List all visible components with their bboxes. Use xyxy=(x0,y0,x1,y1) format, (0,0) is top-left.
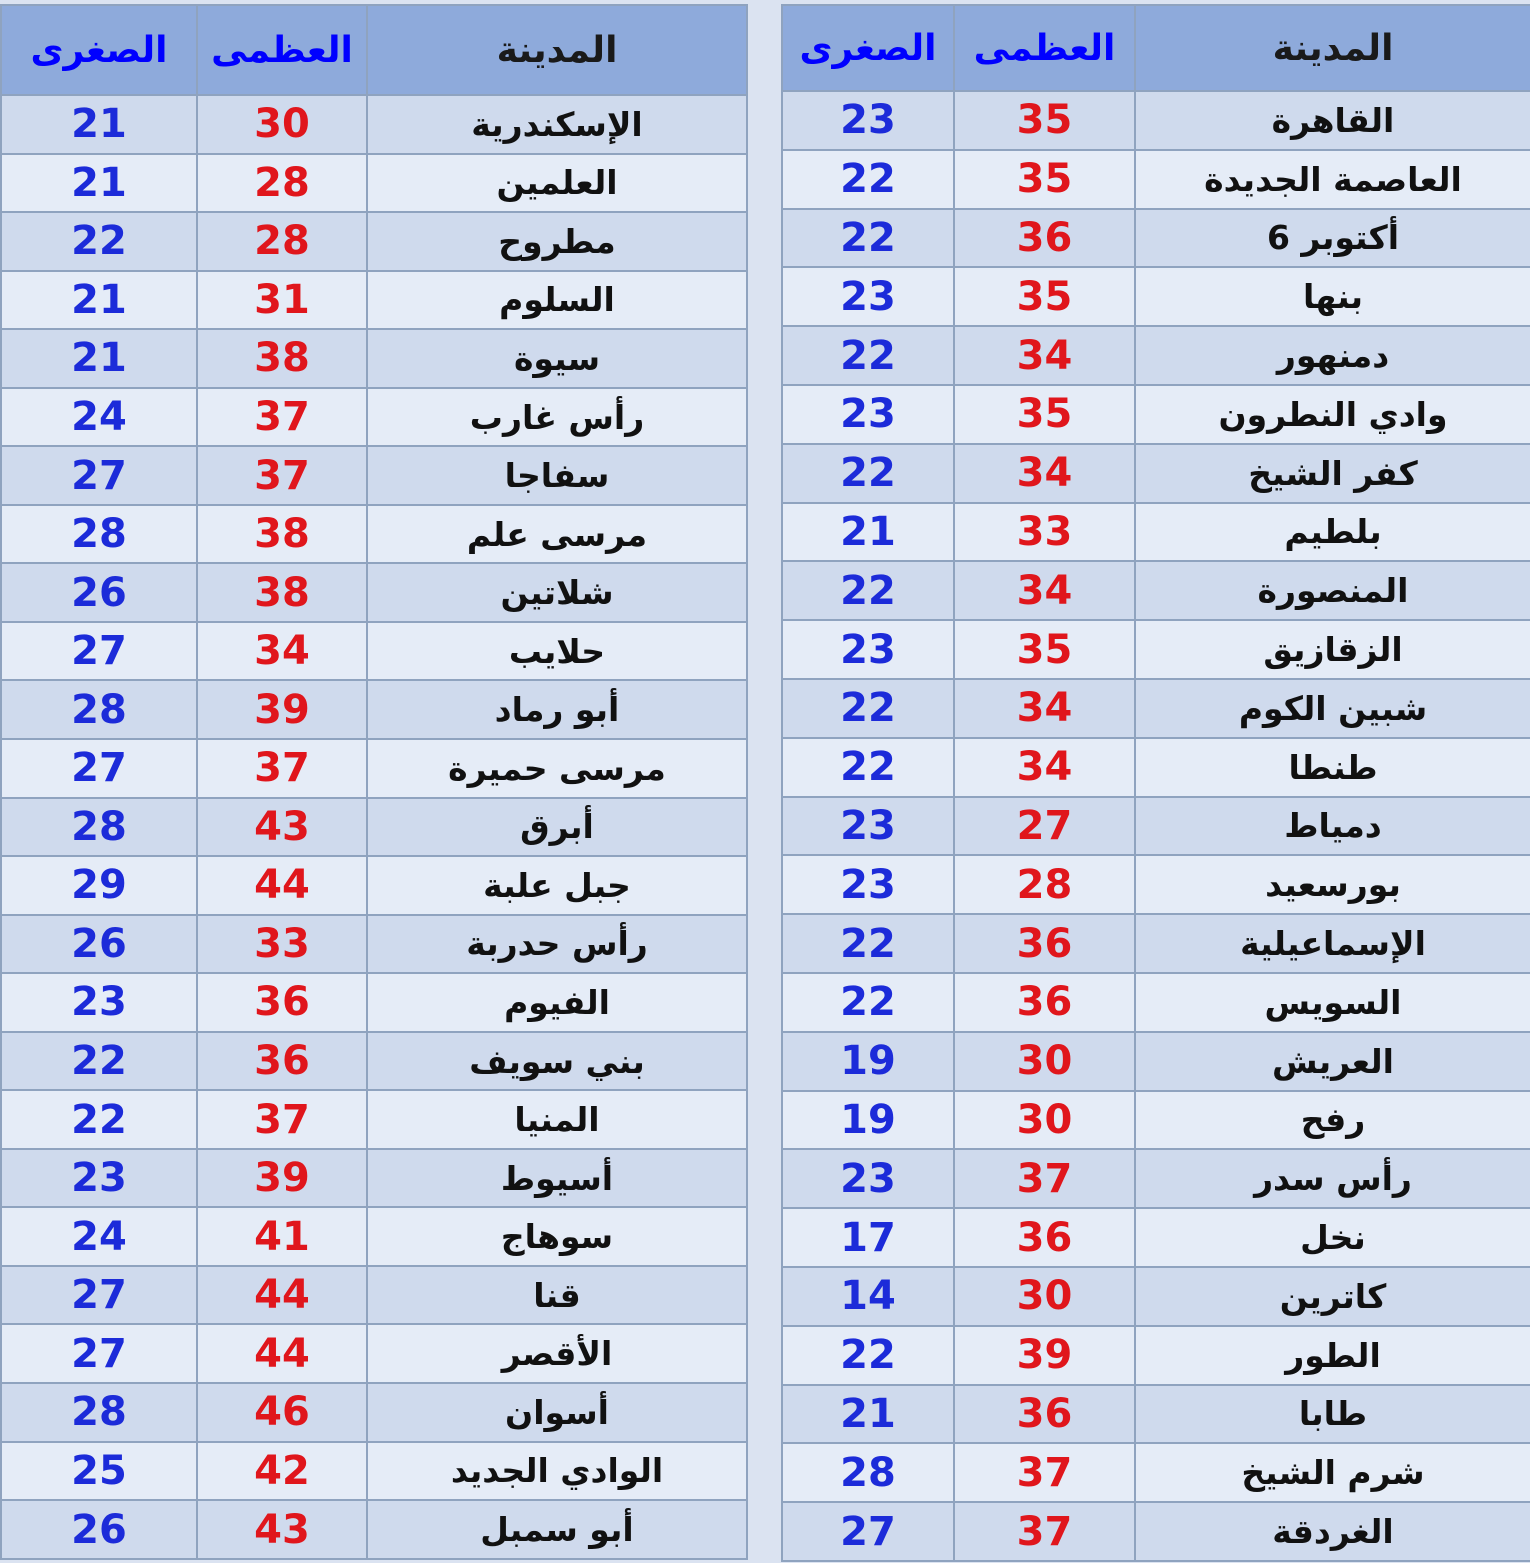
max-cell: 36 xyxy=(197,973,367,1032)
max-cell: 36 xyxy=(954,209,1135,268)
city-cell: رأس غارب xyxy=(367,388,747,447)
header-row xyxy=(782,5,1530,91)
city-cell: مرسى حميرة xyxy=(367,739,747,798)
min-cell: 21 xyxy=(1,154,197,213)
min-cell: 24 xyxy=(1,388,197,447)
min-cell: 27 xyxy=(1,1324,197,1383)
table-row xyxy=(782,973,1530,1032)
max-cell: 37 xyxy=(954,1149,1135,1208)
table-row xyxy=(1,1207,747,1266)
table-row xyxy=(782,444,1530,503)
min-cell: 23 xyxy=(782,797,954,856)
max-cell: 34 xyxy=(954,738,1135,797)
city-cell: سوهاج xyxy=(367,1207,747,1266)
city-cell: قنا xyxy=(367,1266,747,1325)
max-cell: 42 xyxy=(197,1442,367,1501)
table-row xyxy=(782,267,1530,326)
city-cell: شلاتين xyxy=(367,563,747,622)
min-cell: 21 xyxy=(1,271,197,330)
max-cell: 35 xyxy=(954,385,1135,444)
min-cell: 14 xyxy=(782,1267,954,1326)
table-row xyxy=(782,150,1530,209)
max-cell: 35 xyxy=(954,620,1135,679)
table-row xyxy=(782,797,1530,856)
table-row xyxy=(782,1502,1530,1561)
table-row xyxy=(782,503,1530,562)
table-row xyxy=(782,679,1530,738)
min-cell: 22 xyxy=(782,973,954,1032)
city-cell: سيوة xyxy=(367,329,747,388)
max-cell: 37 xyxy=(954,1443,1135,1502)
max-cell: 36 xyxy=(954,1208,1135,1267)
min-cell: 23 xyxy=(782,1149,954,1208)
table-row xyxy=(1,1032,747,1091)
max-cell: 30 xyxy=(954,1091,1135,1150)
min-cell: 23 xyxy=(782,855,954,914)
max-cell: 44 xyxy=(197,1324,367,1383)
table-row xyxy=(1,505,747,564)
city-cell: أبو سمبل xyxy=(367,1500,747,1559)
max-cell: 43 xyxy=(197,798,367,857)
header-max: العظمى xyxy=(954,5,1135,91)
max-cell: 33 xyxy=(197,915,367,974)
table-row xyxy=(1,622,747,681)
table-row xyxy=(782,561,1530,620)
table-row xyxy=(782,855,1530,914)
max-cell: 38 xyxy=(197,563,367,622)
max-cell: 28 xyxy=(954,855,1135,914)
header-max: العظمى xyxy=(197,5,367,95)
min-cell: 22 xyxy=(782,738,954,797)
max-cell: 46 xyxy=(197,1383,367,1442)
min-cell: 27 xyxy=(1,446,197,505)
header-city: المدينة xyxy=(367,5,747,95)
max-cell: 34 xyxy=(197,622,367,681)
table-row xyxy=(782,209,1530,268)
table-row xyxy=(1,680,747,739)
min-cell: 21 xyxy=(782,503,954,562)
min-cell: 24 xyxy=(1,1207,197,1266)
header-row xyxy=(1,5,747,95)
min-cell: 28 xyxy=(1,798,197,857)
city-cell: نخل xyxy=(1135,1208,1530,1267)
min-cell: 23 xyxy=(1,1149,197,1208)
city-cell: الأقصر xyxy=(367,1324,747,1383)
city-cell: السويس xyxy=(1135,973,1530,1032)
table-row xyxy=(1,95,747,154)
header-min: الصغرى xyxy=(1,5,197,95)
max-cell: 38 xyxy=(197,505,367,564)
min-cell: 23 xyxy=(1,973,197,1032)
max-cell: 38 xyxy=(197,329,367,388)
city-cell: أسوان xyxy=(367,1383,747,1442)
table-row xyxy=(782,738,1530,797)
right-temperature-table xyxy=(781,4,1530,1562)
min-cell: 22 xyxy=(782,326,954,385)
max-cell: 44 xyxy=(197,1266,367,1325)
min-cell: 27 xyxy=(782,1502,954,1561)
table-row xyxy=(1,1500,747,1559)
city-cell: الزقازيق xyxy=(1135,620,1530,679)
city-cell: العلمين xyxy=(367,154,747,213)
city-cell: أسيوط xyxy=(367,1149,747,1208)
city-cell: مطروح xyxy=(367,212,747,271)
table-row xyxy=(1,739,747,798)
min-cell: 26 xyxy=(1,915,197,974)
max-cell: 44 xyxy=(197,856,367,915)
min-cell: 21 xyxy=(782,1385,954,1444)
table-row xyxy=(1,563,747,622)
table-row xyxy=(782,385,1530,444)
city-cell: الوادي الجديد xyxy=(367,1442,747,1501)
table-row xyxy=(782,326,1530,385)
table-row xyxy=(1,329,747,388)
min-cell: 28 xyxy=(1,505,197,564)
table-row xyxy=(782,1208,1530,1267)
min-cell: 23 xyxy=(782,267,954,326)
max-cell: 37 xyxy=(197,739,367,798)
max-cell: 37 xyxy=(197,388,367,447)
table-row xyxy=(782,620,1530,679)
max-cell: 37 xyxy=(197,446,367,505)
left-temperature-table xyxy=(0,4,748,1560)
min-cell: 22 xyxy=(782,914,954,973)
max-cell: 36 xyxy=(954,973,1135,1032)
max-cell: 36 xyxy=(197,1032,367,1091)
min-cell: 22 xyxy=(782,444,954,503)
city-cell: شرم الشيخ xyxy=(1135,1443,1530,1502)
min-cell: 22 xyxy=(782,209,954,268)
city-cell: جبل علبة xyxy=(367,856,747,915)
max-cell: 36 xyxy=(954,914,1135,973)
city-cell: مرسى علم xyxy=(367,505,747,564)
table-row xyxy=(1,915,747,974)
table-row xyxy=(1,154,747,213)
city-cell: دمياط xyxy=(1135,797,1530,856)
min-cell: 22 xyxy=(1,212,197,271)
city-cell: الإسماعيلية xyxy=(1135,914,1530,973)
table-row xyxy=(1,1266,747,1325)
max-cell: 37 xyxy=(954,1502,1135,1561)
city-cell: طنطا xyxy=(1135,738,1530,797)
table-row xyxy=(1,446,747,505)
header-city: المدينة xyxy=(1135,5,1530,91)
min-cell: 22 xyxy=(1,1090,197,1149)
city-cell: أبو رماد xyxy=(367,680,747,739)
min-cell: 26 xyxy=(1,1500,197,1559)
max-cell: 43 xyxy=(197,1500,367,1559)
table-row xyxy=(1,1149,747,1208)
min-cell: 28 xyxy=(1,680,197,739)
max-cell: 39 xyxy=(954,1326,1135,1385)
max-cell: 30 xyxy=(954,1032,1135,1091)
max-cell: 39 xyxy=(197,1149,367,1208)
table-row xyxy=(1,388,747,447)
max-cell: 36 xyxy=(954,1385,1135,1444)
city-cell: طابا xyxy=(1135,1385,1530,1444)
max-cell: 35 xyxy=(954,267,1135,326)
table-row xyxy=(782,1385,1530,1444)
min-cell: 23 xyxy=(782,620,954,679)
table-row xyxy=(782,1267,1530,1326)
table-row xyxy=(782,914,1530,973)
city-cell: 6 أكتوبر xyxy=(1135,209,1530,268)
min-cell: 19 xyxy=(782,1032,954,1091)
max-cell: 41 xyxy=(197,1207,367,1266)
min-cell: 23 xyxy=(782,91,954,150)
min-cell: 22 xyxy=(782,679,954,738)
min-cell: 28 xyxy=(782,1443,954,1502)
table-row xyxy=(1,973,747,1032)
max-cell: 28 xyxy=(197,154,367,213)
city-cell: رأس سدر xyxy=(1135,1149,1530,1208)
city-cell: دمنهور xyxy=(1135,326,1530,385)
max-cell: 31 xyxy=(197,271,367,330)
header-min: الصغرى xyxy=(782,5,954,91)
table-row xyxy=(1,1442,747,1501)
city-cell: الطور xyxy=(1135,1326,1530,1385)
max-cell: 34 xyxy=(954,679,1135,738)
min-cell: 25 xyxy=(1,1442,197,1501)
table-row xyxy=(1,798,747,857)
max-cell: 30 xyxy=(954,1267,1135,1326)
city-cell: بورسعيد xyxy=(1135,855,1530,914)
table-row xyxy=(1,1324,747,1383)
min-cell: 28 xyxy=(1,1383,197,1442)
min-cell: 29 xyxy=(1,856,197,915)
min-cell: 21 xyxy=(1,95,197,154)
table-row xyxy=(782,91,1530,150)
min-cell: 23 xyxy=(782,385,954,444)
min-cell: 22 xyxy=(782,1326,954,1385)
min-cell: 17 xyxy=(782,1208,954,1267)
city-cell: المنصورة xyxy=(1135,561,1530,620)
table-row xyxy=(1,271,747,330)
city-cell: رأس حدربة xyxy=(367,915,747,974)
table-row xyxy=(1,1090,747,1149)
min-cell: 27 xyxy=(1,622,197,681)
max-cell: 34 xyxy=(954,326,1135,385)
table-row xyxy=(782,1032,1530,1091)
max-cell: 35 xyxy=(954,150,1135,209)
max-cell: 34 xyxy=(954,444,1135,503)
city-cell: كفر الشيخ xyxy=(1135,444,1530,503)
table-row xyxy=(1,856,747,915)
min-cell: 21 xyxy=(1,329,197,388)
max-cell: 27 xyxy=(954,797,1135,856)
table-row xyxy=(1,212,747,271)
city-cell: العاصمة الجديدة xyxy=(1135,150,1530,209)
city-cell: العريش xyxy=(1135,1032,1530,1091)
max-cell: 35 xyxy=(954,91,1135,150)
city-cell: بني سويف xyxy=(367,1032,747,1091)
city-cell: رفح xyxy=(1135,1091,1530,1150)
max-cell: 39 xyxy=(197,680,367,739)
table-row xyxy=(782,1326,1530,1385)
max-cell: 30 xyxy=(197,95,367,154)
city-cell: سفاجا xyxy=(367,446,747,505)
max-cell: 37 xyxy=(197,1090,367,1149)
max-cell: 34 xyxy=(954,561,1135,620)
city-cell: شبين الكوم xyxy=(1135,679,1530,738)
table-row xyxy=(782,1443,1530,1502)
min-cell: 27 xyxy=(1,739,197,798)
table-row xyxy=(782,1149,1530,1208)
city-cell: بلطيم xyxy=(1135,503,1530,562)
min-cell: 26 xyxy=(1,563,197,622)
city-cell: حلايب xyxy=(367,622,747,681)
min-cell: 19 xyxy=(782,1091,954,1150)
city-cell: القاهرة xyxy=(1135,91,1530,150)
city-cell: الفيوم xyxy=(367,973,747,1032)
city-cell: بنها xyxy=(1135,267,1530,326)
min-cell: 22 xyxy=(782,561,954,620)
city-cell: وادي النطرون xyxy=(1135,385,1530,444)
city-cell: كاترين xyxy=(1135,1267,1530,1326)
city-cell: المنيا xyxy=(367,1090,747,1149)
min-cell: 22 xyxy=(782,150,954,209)
max-cell: 28 xyxy=(197,212,367,271)
min-cell: 22 xyxy=(1,1032,197,1091)
city-cell: الغردقة xyxy=(1135,1502,1530,1561)
max-cell: 33 xyxy=(954,503,1135,562)
city-cell: الإسكندرية xyxy=(367,95,747,154)
city-cell: السلوم xyxy=(367,271,747,330)
min-cell: 27 xyxy=(1,1266,197,1325)
table-row xyxy=(1,1383,747,1442)
city-cell: أبرق xyxy=(367,798,747,857)
table-row xyxy=(782,1091,1530,1150)
